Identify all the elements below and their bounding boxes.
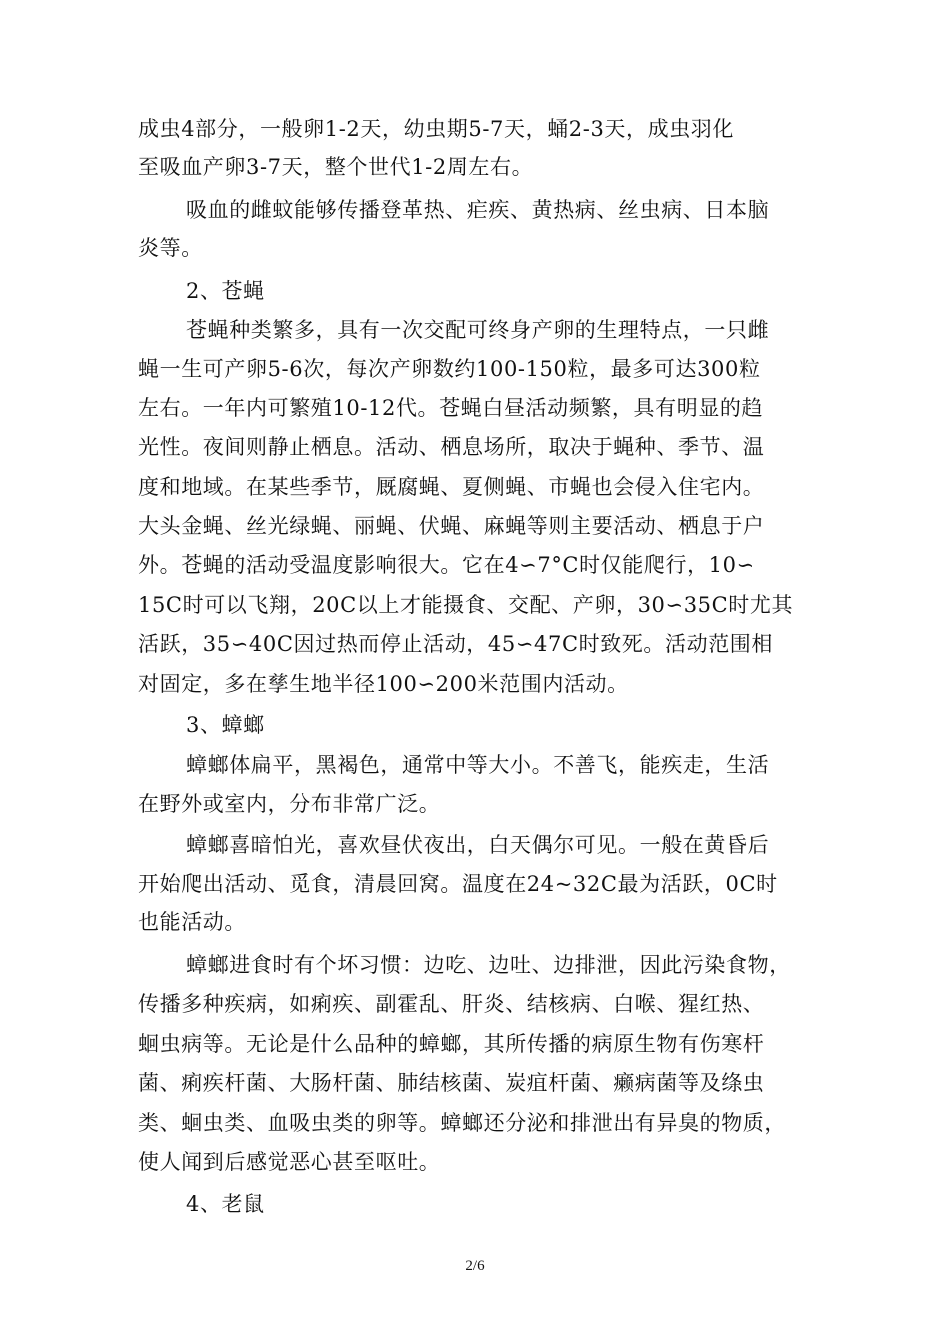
- text-line: 开始爬出活动、觅食，清晨回窝。温度在24~32C最为活跃，0C时: [138, 872, 778, 896]
- text-line: 对固定，多在孳生地半径100∽200米范围内活动。: [138, 672, 629, 696]
- text-line: 15C时可以飞翔，20C以上才能摄食、交配、产卵，30∽35C时尤其: [138, 593, 794, 617]
- text-line: 光性。夜间则静止栖息。活动、栖息场所，取决于蝇种、季节、温: [138, 435, 765, 459]
- text-line: 传播多种疾病，如痢疾、副霍乱、肝炎、结核病、白喉、猩红热、: [138, 992, 765, 1016]
- text-line: 苍蝇种类繁多，具有一次交配可终身产卵的生理特点，一只雌: [186, 318, 770, 342]
- text-line: 蟑螂体扁平，黑褐色，通常中等大小。不善飞，能疾走，生活: [186, 753, 770, 777]
- text-line: 使人闻到后感觉恶心甚至呕吐。: [138, 1150, 441, 1174]
- section-heading: 2、苍蝇: [186, 279, 265, 303]
- section-heading: 3、蟑螂: [186, 713, 265, 737]
- text-line: 蟑螂进食时有个坏习惯：边吃、边吐、边排泄，因此污染食物，: [186, 953, 791, 977]
- text-line: 度和地域。在某些季节，厩腐蝇、夏侧蝇、市蝇也会侵入住宅内。: [138, 475, 765, 499]
- text-line: 蝇一生可产卵5-6次，每次产卵数约100-150粒，最多可达300粒: [138, 357, 761, 381]
- section-heading: 4、老鼠: [186, 1192, 265, 1216]
- text-line: 吸血的雌蚊能够传播登革热、疟疾、黄热病、丝虫病、日本脑: [186, 198, 770, 222]
- page-number: 2/6: [465, 1258, 485, 1274]
- text-line: 类、蛔虫类、血吸虫类的卵等。蟑螂还分泌和排泄出有异臭的物质，: [138, 1111, 786, 1135]
- text-line: 菌、痢疾杆菌、大肠杆菌、肺结核菌、炭疽杆菌、癞病菌等及绦虫: [138, 1071, 765, 1095]
- text-line: 蟑螂喜暗怕光，喜欢昼伏夜出，白天偶尔可见。一般在黄昏后: [186, 833, 770, 857]
- text-line: 大头金蝇、丝光绿蝇、丽蝇、伏蝇、麻蝇等则主要活动、栖息于户: [138, 514, 765, 538]
- text-line: 外。苍蝇的活动受温度影响很大。它在4∽7°C时仅能爬行，10∽: [138, 553, 755, 577]
- text-line: 蛔虫病等。无论是什么品种的蟑螂，其所传播的病原生物有伤寒杆: [138, 1032, 765, 1056]
- text-line: 炎等。: [138, 236, 203, 260]
- text-line: 活跃，35∽40C因过热而停止活动，45∽47C时致死。活动范围相: [138, 632, 774, 656]
- text-line: 左右。一年内可繁殖10-12代。苍蝇白昼活动频繁，具有明显的趋: [138, 396, 764, 420]
- text-line: 成虫4部分，一般卵1-2天，幼虫期5-7天，蛹2-3天，成虫羽化: [138, 117, 735, 141]
- text-line: 在野外或室内，分布非常广泛。: [138, 792, 441, 816]
- text-line: 也能活动。: [138, 910, 246, 934]
- text-line: 至吸血产卵3-7天，整个世代1-2周左右。: [138, 155, 534, 179]
